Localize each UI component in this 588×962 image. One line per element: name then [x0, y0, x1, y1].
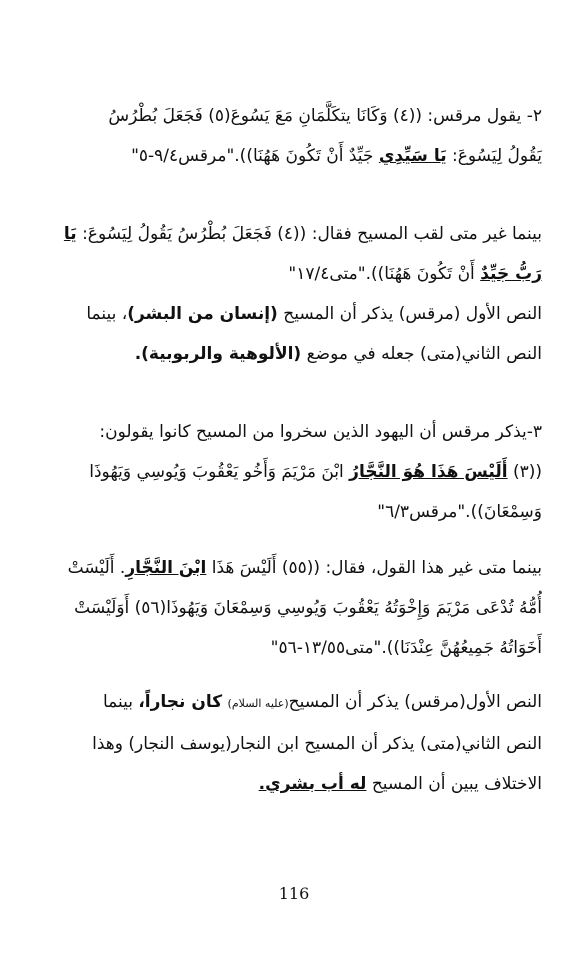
text-line: ٢- يقول مرقس: ((٤) وَكَانَا يتكَلَّمَانِ مَعَ يَسُوعَ(٥) فَجَعَلَ بُطْرُسُ	[108, 106, 542, 126]
emphasized-phrase: أَلَيْسَ هَذَا هُوَ النَّجَّارُ	[349, 462, 508, 482]
text-span: النص الأول (مرقس) يذكر أن المسيح	[283, 304, 542, 324]
text-span: بينما	[102, 692, 133, 712]
text-line: أُمُّهُ تُدْعَى مَرْيَمَ وَإِخْوَتُهُ يَعْقُوبَ وَيُوسِي وَسِمْعَانَ وَيَهُوذَا(٥٦) أَوَلَيْسَتْ	[74, 598, 542, 618]
text-line: أَخَوَاتُهُ جَمِيعُهُنَّ عِنْدَنَا))."متى١٣/٥٥-٥٦"	[270, 638, 542, 658]
emphasized-phrase: له أب بشري.	[258, 774, 367, 794]
emphasized-phrase: (إنسان من البشر)	[127, 304, 278, 324]
emphasized-phrase: يَا سَيِّدِي	[378, 146, 447, 166]
text-line	[22, 294, 542, 334]
text-span: ((٣)	[512, 462, 542, 482]
text-line: النص الثاني(متى) يذكر أن المسيح ابن النجار(يوسف النجار) وهذا	[92, 734, 542, 754]
emphasized-phrase: ابْنَ النَّجَّارِ	[125, 558, 207, 578]
text-span: ابْنَ مَرْيَمَ وَأَخُو يَعْقُوبَ وَيُوسِي وَيَهُوذَا	[89, 462, 344, 482]
emphasized-phrase: يَا	[63, 224, 77, 244]
text-span: ، بينما	[86, 304, 128, 324]
text-span: النص الأول(مرقس) يذكر أن المسيح	[288, 692, 542, 712]
text-span: . أَلَيْسَتْ	[67, 558, 126, 578]
text-span: بينما غير متى لقب المسيح فقال: ((٤) فَجَعَلَ بُطْرُسُ يَقُولُ لِيَسُوعَ:	[82, 224, 542, 244]
text-line: ٣-يذكر مرقس أن اليهود الذين سخروا من المسيح كانوا يقولون:	[99, 422, 542, 442]
text-line	[22, 136, 542, 176]
text-span: جَيِّدٌ أَنْ تَكُونَ هَهُنَا))."مرقس٩/٤-٥"	[131, 146, 374, 166]
text-line	[22, 682, 542, 724]
text-span: أَنْ تَكُونَ هَهُنَا))."متى١٧/٤"	[288, 264, 475, 284]
emphasized-phrase: (الألوهية والربوبية).	[134, 344, 302, 364]
text-span: النص الثاني(متى) جعله في موضع	[306, 344, 542, 364]
text-line	[22, 548, 542, 588]
paragraph-matthew-13-comparison	[22, 548, 542, 668]
paragraph-mark-6-carpenter	[22, 412, 542, 532]
text-span: بينما متى غير هذا القول، فقال: ((٥٥) أَلَيْسَ هَذَا	[211, 558, 542, 578]
text-line	[22, 452, 542, 492]
page-number: 116	[278, 884, 310, 903]
text-line	[22, 214, 542, 254]
text-span: الاختلاف يبين أن المسيح	[371, 774, 542, 794]
text-span: يَقُولُ لِيَسُوعَ:	[452, 146, 542, 166]
paragraph-matthew-17-comparison	[22, 214, 542, 374]
text-line: وَسِمْعَانَ))."مرقس٦/٣"	[377, 502, 542, 522]
emphasized-phrase: رَبُّ جَيِّدٌ	[480, 264, 542, 284]
text-line	[22, 764, 542, 804]
paragraph-conclusion	[22, 682, 542, 804]
honorific: (عليه السلام)	[227, 697, 289, 710]
text-line	[22, 254, 542, 294]
paragraph-mark-9-transfiguration	[22, 96, 542, 176]
emphasized-phrase: كان نجاراً،	[138, 692, 223, 712]
text-line	[22, 334, 542, 374]
